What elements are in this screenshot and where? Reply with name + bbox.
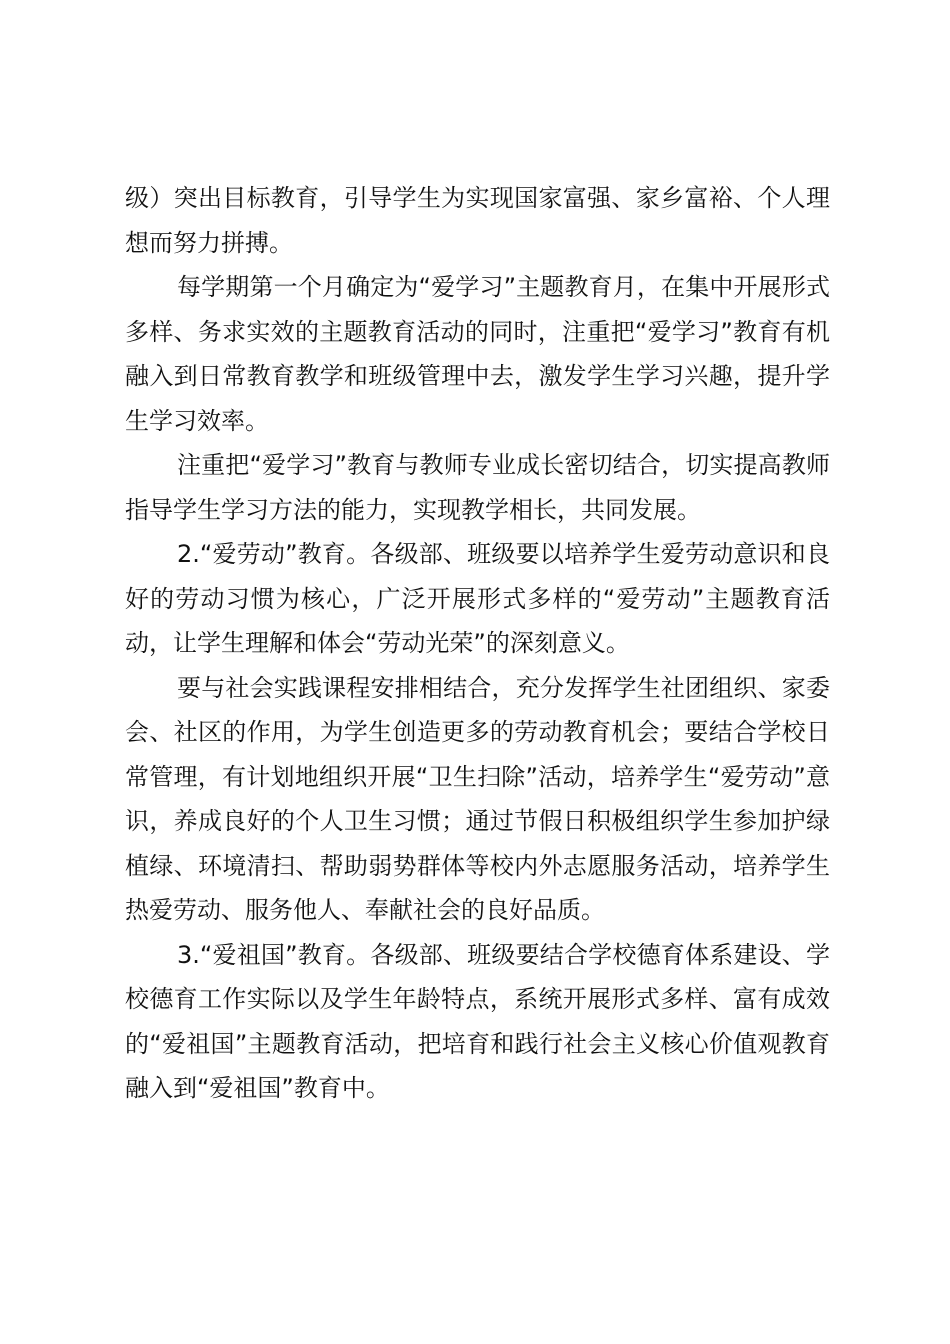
paragraph-love-labor: 2.“爱劳动”教育。各级部、班级要以培养学生爱劳动意识和良好的劳动习惯为核心，广泛开展形式多样的“爱劳动”主题教育活动，让学生理解和体会“劳动光荣”的深刻意义。 <box>125 540 830 657</box>
paragraph-learning-month: 每学期第一个月确定为“爱学习”主题教育月，在集中开展形式多样、务求实效的主题教育活动的同时，注重把“爱学习”教育有机融入到日常教育教学和班级管理中去，激发学生学习兴趣，提升学生学习效率。 <box>125 273 830 435</box>
paragraph-continuation: 级）突出目标教育，引导学生为实现国家富强、家乡富裕、个人理想而努力拼搏。 <box>125 184 830 257</box>
paragraph-teacher-growth: 注重把“爱学习”教育与教师专业成长密切结合，切实提高教师指导学生学习方法的能力，实现教学相长，共同发展。 <box>125 451 830 524</box>
paragraph-love-country: 3.“爱祖国”教育。各级部、班级要结合学校德育体系建设、学校德育工作实际以及学生年龄特点，系统开展形式多样、富有成效的“爱祖国”主题教育活动，把培育和践行社会主义核心价值观教育融入到“爱祖国”教育中。 <box>125 940 830 1102</box>
document-body <box>125 176 830 1111</box>
paragraph-social-practice: 要与社会实践课程安排相结合，充分发挥学生社团组织、家委会、社区的作用，为学生创造更多的劳动教育机会；要结合学校日常管理，有计划地组织开展“卫生扫除”活动，培养学生“爱劳动”意识，养成良好的个人卫生习惯；通过节假日积极组织学生参加护绿植绿、环境清扫、帮助弱势群体等校内外志愿服务活动，培养学生热爱劳动、服务他人、奉献社会的良好品质。 <box>125 673 830 924</box>
